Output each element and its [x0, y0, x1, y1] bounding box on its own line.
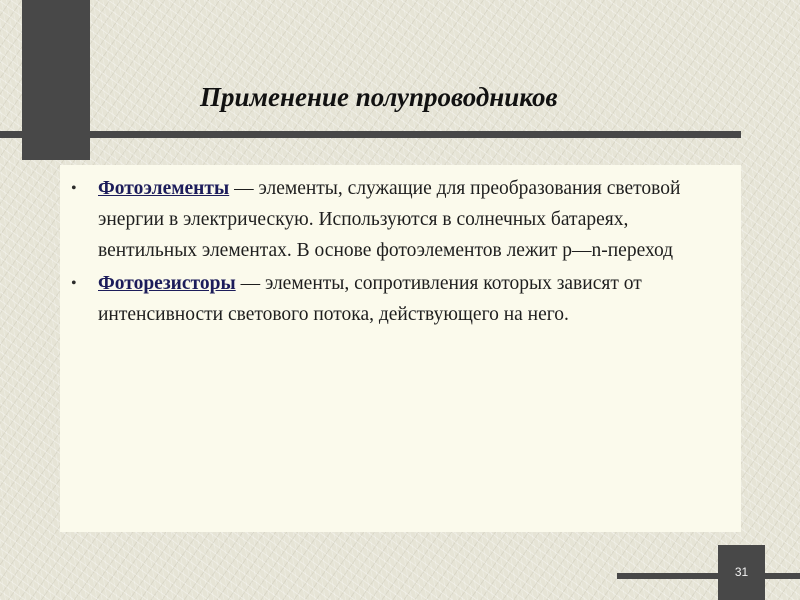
bullet-item-photoresistors [60, 268, 741, 330]
term-photoresistors: Фоторезисторы [98, 273, 236, 294]
bullet-item-photoelements [60, 173, 741, 266]
slide-title: Применение полупроводников [200, 82, 558, 112]
term-photoelements: Фотоэлементы [98, 178, 230, 199]
bullet-dot-icon: • [71, 275, 77, 292]
top-decoration-rule [0, 131, 741, 138]
page-number: 31 [734, 565, 749, 579]
bottom-decoration-rule [617, 573, 800, 579]
definition-photoelements: — элементы, служащие для преобразования световой энергии в электрическую. Используются в солнечных батареях, вентильных элементах. В основе фотоэлементов лежит p—n-переход [98, 178, 681, 261]
content-panel [60, 165, 741, 532]
bullet-list [60, 173, 741, 332]
definition-photoresistors: — элементы, сопротивления которых зависят от интенсивности светового потока, действующего на него. [98, 273, 642, 325]
bullet-dot-icon: • [71, 180, 77, 197]
